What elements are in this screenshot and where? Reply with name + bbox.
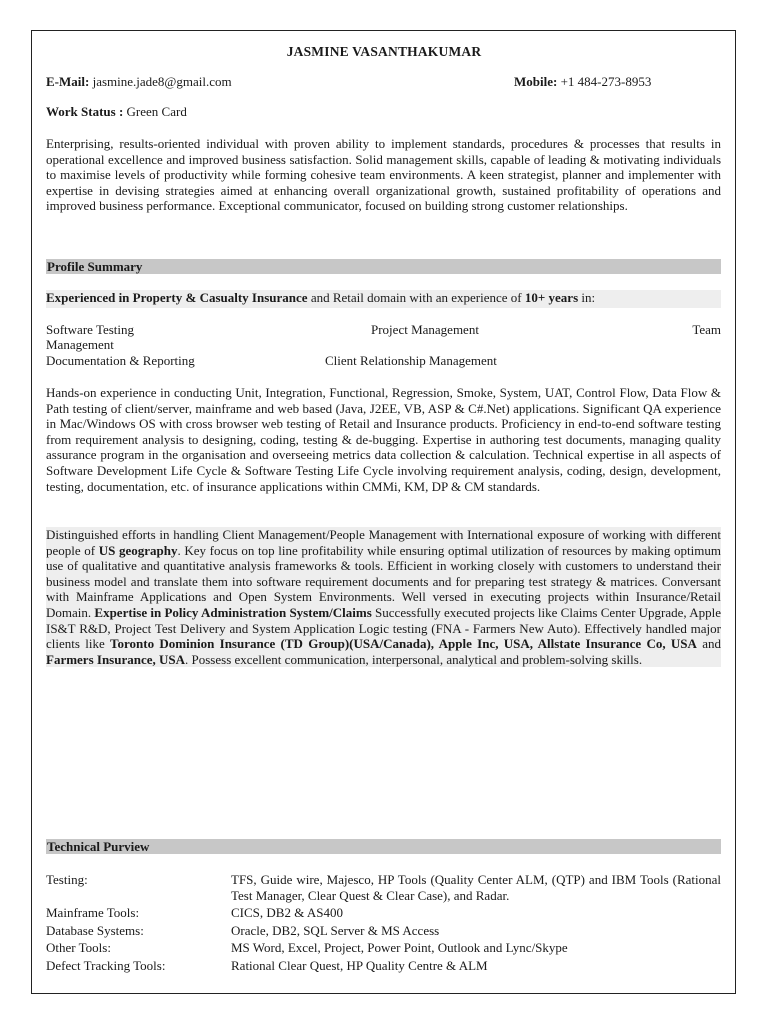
tech-label-mainframe: Mainframe Tools: (46, 905, 140, 920)
email-line (46, 74, 232, 90)
tech-label-testing: Testing: (46, 872, 88, 887)
p2-g: and (696, 636, 721, 652)
p2-us-geography: US geography (98, 542, 178, 558)
profile-paragraph-1: Hands-on experience in conducting Unit, Integration, Functional, Regression, Smoke, System, UAT, Control Flow, Data Flow & Path testing of client/server, mainframe and web based (Java, J2EE, VB, ASP & C#.Net) applications. Significant QA experience in Mac/Windows OS with cross browser web testing of Retail and Insurance products. Proficiency in end-to-end software testing from requirement analysis to designing, coding, testing & de-bugging. Expertise in authoring test documents, managing quality assurance program in the organisation and overseeing metrics data collection & calculation. Technical expertise in all aspects of Software Development Life Cycle & Software Testing Life Cycle involving requirement analysis, coding, design, development, testing, documentation, etc. of insurance applications within CMMi, KM, DP & CM standards. (46, 385, 721, 494)
skill-project-management: Project Management (371, 322, 479, 337)
p2-a: Distinguished efforts in handling Client Management/People Management with International exposure of working with different people of (46, 527, 721, 558)
mobile-line (514, 74, 651, 90)
tech-value-testing: TFS, Guide wire, Majesco, HP Tools (Quality Center ALM, (QTP) and IBM Tools (Rational Test Manager, Clear Quest & Clear Case), and Radar. (231, 872, 721, 903)
p2-e: Successfully executed projects like Claims Center Upgrade, Apple IS&T R&D, Project Test Delivery and System Application Logic testing (FNA - Farmers New Auto). Effectively handled major clients like (46, 604, 721, 652)
work-status-value: Green Card (126, 104, 187, 119)
work-status-line (46, 104, 187, 120)
work-status-label: Work Status : (46, 104, 124, 119)
tech-label-defect: Defect Tracking Tools: (46, 958, 166, 973)
skill-documentation: Documentation & Reporting (46, 353, 195, 368)
tech-value-database: Oracle, DB2, SQL Server & MS Access (231, 923, 440, 938)
email-label: E-Mail: (46, 74, 90, 89)
profile-paragraph-2 (46, 527, 721, 667)
p2-clients-bold: Toronto Dominion Insurance (TD Group)(USA/Canada), Apple Inc, USA, Allstate Insurance Co, USA (110, 636, 697, 652)
tech-value-defect: Rational Clear Quest, HP Quality Centre & ALM (231, 958, 488, 973)
intro-bold-domain: Experienced in Property & Casualty Insurance (46, 290, 308, 305)
profile-summary-title: Profile Summary (47, 259, 143, 274)
profile-intro (46, 290, 721, 308)
objective-paragraph: Enterprising, results-oriented individual with proven ability to implement standards, procedures & processes that results in operational excellence and improved business satisfaction. Solid management skills, capable of leading & motivating individuals to maximise levels of productivity while forming cohesive team environments. A keen strategist, planner and implementer with expertise in devising strategies aimed at enhancing overall organizational growth, sustained profitability of operations and improved business performance. Exceptional communicator, focused on building strong customer relationships. (46, 136, 721, 214)
technical-purview-heading (46, 839, 721, 854)
skill-client-relationship: Client Relationship Management (325, 353, 497, 368)
profile-summary-heading (46, 259, 721, 274)
mobile-label: Mobile: (514, 74, 558, 89)
p2-expertise-bold: Expertise in Policy Administration System/Claims (94, 604, 372, 620)
tech-value-other: MS Word, Excel, Project, Power Point, Outlook and Lync/Skype (231, 940, 568, 955)
p2-farmers-bold: Farmers Insurance, USA (46, 651, 186, 667)
technical-purview-title: Technical Purview (47, 839, 150, 854)
skills-row-2 (46, 353, 721, 369)
candidate-name: JASMINE VASANTHAKUMAR (286, 44, 482, 59)
tech-value-mainframe: CICS, DB2 & AS400 (231, 905, 343, 920)
p2-i: . Possess excellent communication, interpersonal, analytical and problem-solving skills. (185, 651, 643, 667)
intro-text: and Retail domain with an experience of (307, 290, 525, 305)
intro-end: in: (578, 290, 596, 305)
p2-c: . Key focus on top line profitability while ensuring optimal utilization of resources by making optimum use of qualitative and quantitative analysis frameworks & tools. Efficient in working closely with customers to understand their business model and translate them into software requirement documents and for preparing test strategy & matrices. Conversant with Mainframe Applications and Open System Environments. Well versed in executing projects within Insurance/Retail Domain. (46, 542, 722, 620)
mobile-value: +1 484-273-8953 (560, 74, 652, 89)
email-value: jasmine.jade8@gmail.com (92, 74, 232, 89)
intro-bold-years: 10+ years (524, 290, 579, 305)
tech-label-database: Database Systems: (46, 923, 144, 938)
skills-row-1 (46, 322, 721, 338)
skill-team: Team (692, 322, 721, 337)
skill-management-wrap: Management (46, 337, 114, 352)
tech-label-other: Other Tools: (46, 940, 111, 955)
skill-software-testing: Software Testing (46, 322, 135, 337)
